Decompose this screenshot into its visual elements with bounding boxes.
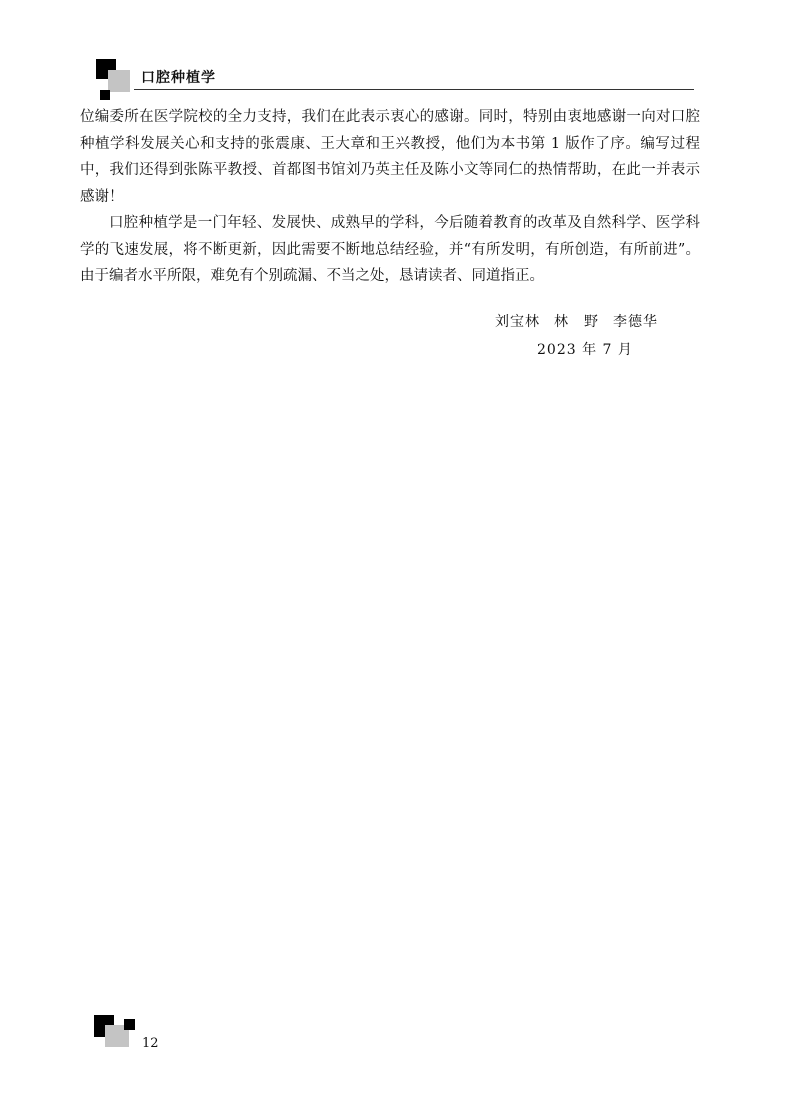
body-paragraph: 口腔种植学是一门年轻、发展快、成熟早的学科，今后随着教育的改革及自然科学、医学科学的飞速发展，将不断更新，因此需要不断地总结经验，并“有所发明，有所创造，有所前进”。由于编者水平所限，难免有个别疏漏、不当之处，恳请读者、同道指正。 [80, 215, 700, 284]
running-header-title: 口腔种植学 [141, 70, 216, 86]
page-body [80, 104, 700, 290]
header-rule [134, 89, 694, 90]
author-name: 林 野 [554, 314, 599, 330]
author-name: 刘宝林 [495, 314, 540, 330]
header-logo-small-square [100, 90, 110, 100]
body-paragraph: 位编委所在医学院校的全力支持，我们在此表示衷心的感谢。同时，特别由衷地感谢一向对口腔种植学科发展关心和支持的张震康、王大章和王兴教授，他们为本书第 1 版作了序。编写过程中，我们还得到张陈平教授、首都图书馆刘乃英主任及陈小文等同仁的热情帮助，在此一并表示感谢！ [80, 109, 700, 205]
author-name: 李德华 [613, 314, 658, 330]
page-number: 12 [142, 1036, 159, 1051]
footer-logo-small-square [124, 1019, 135, 1030]
author-signature [495, 311, 658, 331]
signature-date: 2023 年 7 月 [537, 342, 633, 358]
header-logo-gray-square [108, 70, 130, 92]
